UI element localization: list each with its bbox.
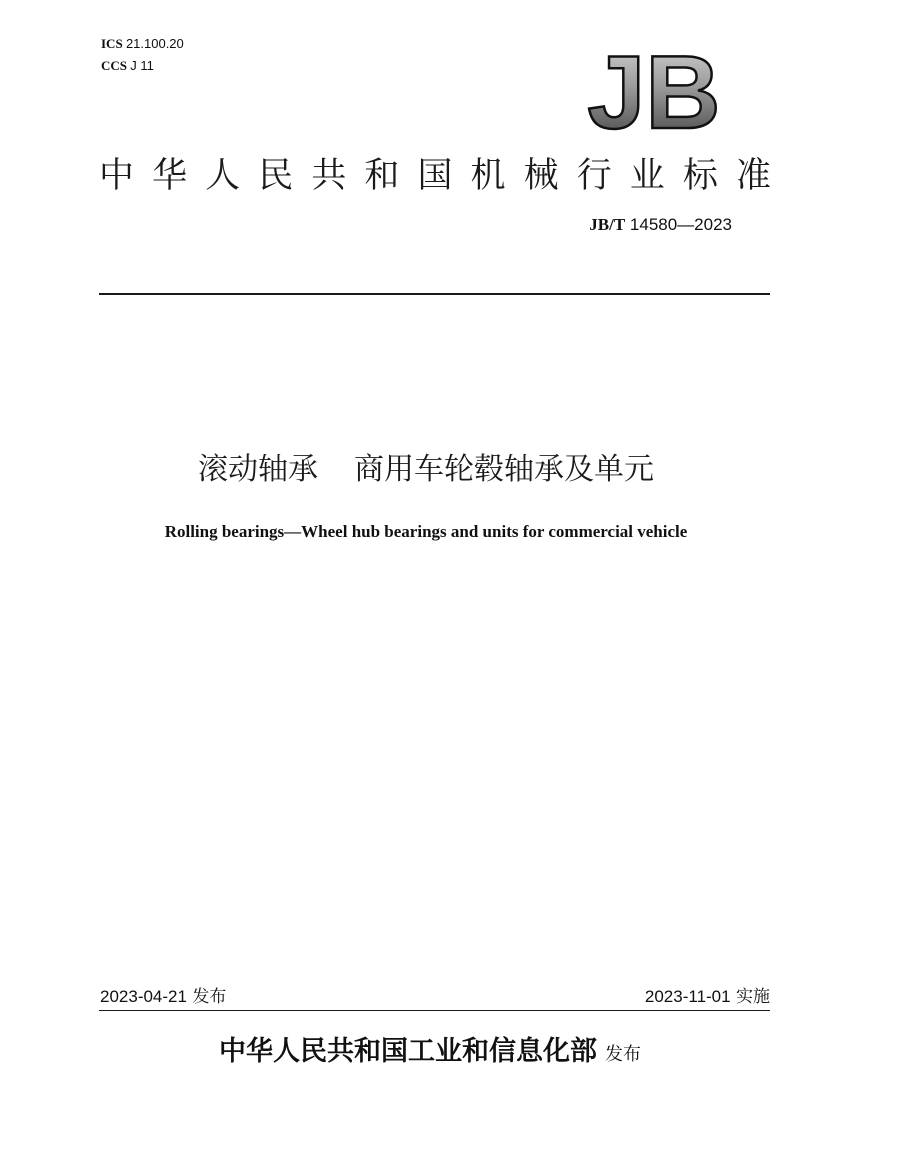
jb-logo — [574, 40, 734, 140]
ccs-code — [101, 58, 154, 74]
issuing-body-char: 准 — [735, 156, 771, 196]
ics-label: ICS — [101, 36, 123, 51]
issuing-body-char: 民 — [258, 156, 294, 196]
issuing-body-char: 和 — [364, 156, 400, 196]
standard-prefix: JB/T — [589, 215, 626, 234]
issuing-body-char: 行 — [576, 156, 612, 196]
issuing-body-char: 机 — [470, 156, 506, 196]
issue-date — [100, 985, 226, 1009]
publisher — [0, 1032, 860, 1075]
ccs-number: J 11 — [130, 58, 154, 73]
title-english: Rolling bearings—Wheel hub bearings and units for commercial vehicle — [164, 522, 688, 541]
issuing-body-char: 标 — [682, 156, 718, 196]
issuing-body-char: 华 — [152, 156, 188, 196]
top-divider — [99, 293, 770, 295]
issue-date-label: 发布 — [192, 987, 227, 1007]
bottom-divider — [99, 1010, 770, 1011]
title-cn-part2: 商用车轮毂轴承及单元 — [354, 452, 654, 487]
title-chinese — [0, 448, 852, 492]
impl-date-label: 实施 — [736, 987, 770, 1007]
ics-code — [101, 36, 184, 52]
title-cn-part1: 滚动轴承 — [198, 452, 318, 487]
ccs-label: CCS — [101, 58, 128, 73]
issuing-body-char: 人 — [205, 156, 241, 196]
standard-number — [589, 214, 732, 236]
publisher-suffix: 发布 — [605, 1044, 641, 1065]
ics-number: 21.100.20 — [125, 36, 184, 51]
publisher-name: 中华人民共和国工业和信息化部 — [219, 1036, 597, 1067]
issuing-body-char: 中 — [99, 156, 135, 196]
issuing-body-title — [99, 146, 771, 206]
implementation-date — [645, 985, 770, 1009]
issuing-body-char: 国 — [417, 156, 453, 196]
jb-logo-text: JB — [587, 40, 721, 140]
issue-date-value: 2023-04-21 — [100, 987, 187, 1006]
issuing-body-char: 械 — [523, 156, 559, 196]
issuing-body-char: 业 — [629, 156, 665, 196]
standard-code: 14580—2023 — [629, 215, 732, 234]
impl-date-value: 2023-11-01 — [644, 987, 731, 1006]
issuing-body-char: 共 — [311, 156, 347, 196]
